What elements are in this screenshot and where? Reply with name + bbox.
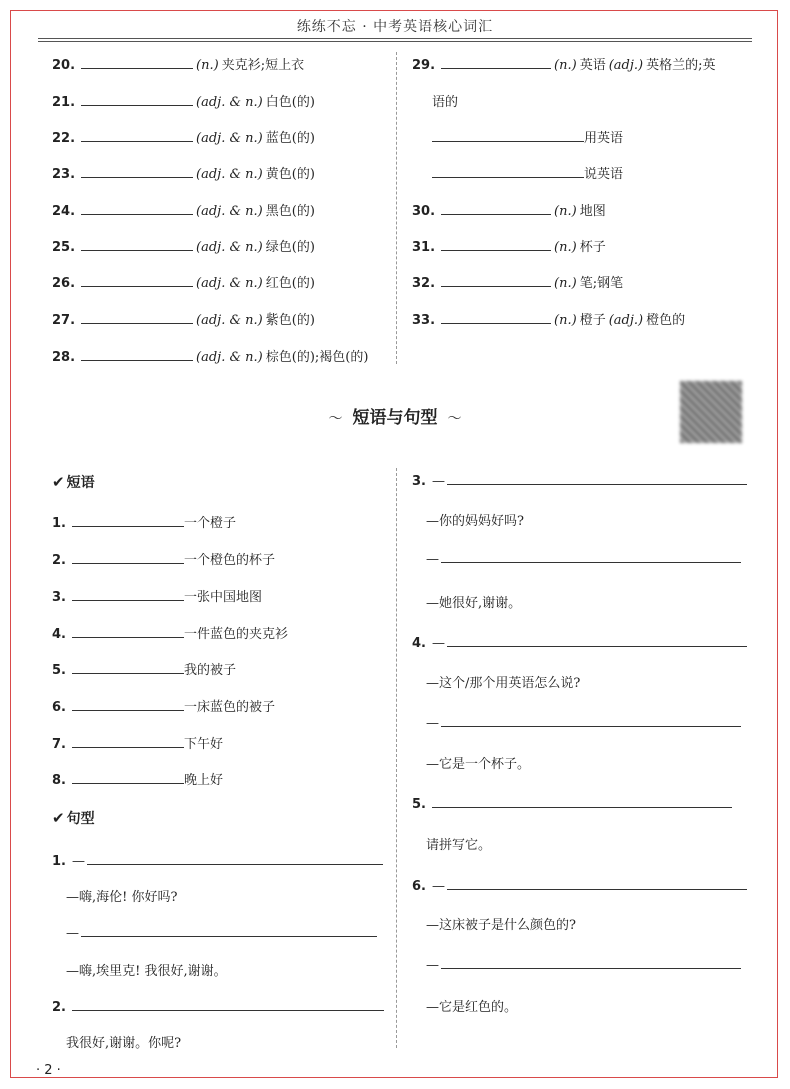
answer-blank[interactable] [441,954,741,969]
sentence-2-prompt: 我很好,谢谢。你呢? [66,1036,182,1051]
sentence-4-reply: —它是一个杯子。 [426,757,531,772]
sentence-3-line: 3. — [412,470,747,489]
sentence-2-line: 2. [52,996,384,1015]
qr-code-image[interactable] [680,381,742,443]
answer-blank[interactable] [81,922,377,937]
answer-blank[interactable] [81,272,193,287]
answer-blank[interactable] [447,875,747,890]
answer-blank[interactable] [72,512,184,527]
vocab-item-29-phrase2: 说英语 [432,163,623,182]
answer-blank[interactable] [81,54,193,69]
answer-blank[interactable] [81,163,193,178]
answer-blank[interactable] [72,623,184,638]
phrase-item: 4. 一件蓝色的夹克衫 [52,623,288,642]
sentence-3-prompt: —你的妈妈好吗? [426,514,524,529]
sentence-5-prompt: 请拼写它。 [426,838,492,853]
answer-blank[interactable] [81,91,193,106]
sentence-1-prompt: —嗨,海伦! 你好吗? [66,890,178,905]
answer-blank[interactable] [72,996,384,1011]
vocab-item-32: 32. (n.) 笔;钢笔 [412,272,623,291]
vocab-item: 24. (adj. & n.) 黑色(的) [52,200,315,219]
sentence-4-reply-line: — [426,712,741,731]
phrase-item: 8. 晚上好 [52,769,223,788]
sentence-6-reply-line: — [426,954,741,973]
phrase-item: 7. 下午好 [52,733,223,752]
column-divider-bottom [396,468,397,1048]
answer-blank[interactable] [432,163,584,178]
sentence-5-line: 5. [412,793,732,812]
sentence-6-prompt: —这床被子是什么颜色的? [426,918,576,933]
vocab-item: 28. (adj. & n.) 棕色(的);褐色(的) [52,346,368,365]
answer-blank[interactable] [441,54,551,69]
vocab-item-29: 29. (n.) 英语 (adj.) 英格兰的;英 [412,54,715,73]
answer-blank[interactable] [87,850,383,865]
sentence-6-reply: —它是红色的。 [426,1000,518,1015]
answer-blank[interactable] [441,272,551,287]
checkmark-icon: ✔ [52,473,65,491]
page-header: 练练不忘 · 中考英语核心词汇 [296,19,494,35]
sentence-3-reply: —她很好,谢谢。 [426,596,522,611]
answer-blank[interactable] [447,632,747,647]
phrase-item: 6. 一床蓝色的被子 [52,696,275,715]
sentence-4-line: 4. — [412,632,747,651]
checkmark-icon: ✔ [52,809,65,827]
phrase-item: 2. 一个橙色的杯子 [52,549,275,568]
sentence-1-line: 1. — [52,850,383,869]
vocab-item: 20. (n.) 夹克衫;短上衣 [52,54,304,73]
answer-blank[interactable] [441,548,741,563]
sentence-1-reply-line: — [66,922,377,941]
sentence-4-prompt: —这个/那个用英语怎么说? [426,676,581,691]
answer-blank[interactable] [81,200,193,215]
vocab-item-31: 31. (n.) 杯子 [412,236,606,255]
answer-blank[interactable] [72,769,184,784]
sentences-heading: ✔ 句型 [52,809,95,827]
vocab-item-29-phrase1: 用英语 [432,127,623,146]
vocab-item: 26. (adj. & n.) 红色(的) [52,272,315,291]
section-title: 〜 短语与句型 〜 [328,408,462,428]
vocab-item: 25. (adj. & n.) 绿色(的) [52,236,315,255]
vocab-item: 22. (adj. & n.) 蓝色(的) [52,127,315,146]
vocab-item: 21. (adj. & n.) 白色(的) [52,91,315,110]
header-rule [38,38,752,42]
answer-blank[interactable] [72,549,184,564]
answer-blank[interactable] [447,470,747,485]
phrase-item: 1. 一个橙子 [52,512,236,531]
sentence-1-reply: —嗨,埃里克! 我很好,谢谢。 [66,964,227,979]
answer-blank[interactable] [72,659,184,674]
answer-blank[interactable] [81,309,193,324]
ornament-right-icon: 〜 [447,411,462,427]
answer-blank[interactable] [441,712,741,727]
phrase-item: 5. 我的被子 [52,659,236,678]
answer-blank[interactable] [441,200,551,215]
phrases-heading: ✔ 短语 [52,473,95,491]
sentence-6-line: 6. — [412,875,747,894]
vocab-item: 27. (adj. & n.) 紫色(的) [52,309,315,328]
answer-blank[interactable] [432,793,732,808]
phrase-item: 3. 一张中国地图 [52,586,262,605]
answer-blank[interactable] [81,236,193,251]
sentence-3-reply-line: — [426,548,741,567]
answer-blank[interactable] [81,127,193,142]
answer-blank[interactable] [432,127,584,142]
answer-blank[interactable] [72,696,184,711]
answer-blank[interactable] [72,733,184,748]
answer-blank[interactable] [441,309,551,324]
answer-blank[interactable] [81,346,193,361]
answer-blank[interactable] [441,236,551,251]
vocab-item-33: 33. (n.) 橙子 (adj.) 橙色的 [412,309,685,328]
vocab-item-29-cont: 语的 [432,95,459,110]
vocab-item: 23. (adj. & n.) 黄色(的) [52,163,315,182]
page-number: · 2 · [36,1063,61,1078]
ornament-left-icon: 〜 [328,411,343,427]
column-divider-top [396,52,397,364]
vocab-item-30: 30. (n.) 地图 [412,200,606,219]
answer-blank[interactable] [72,586,184,601]
